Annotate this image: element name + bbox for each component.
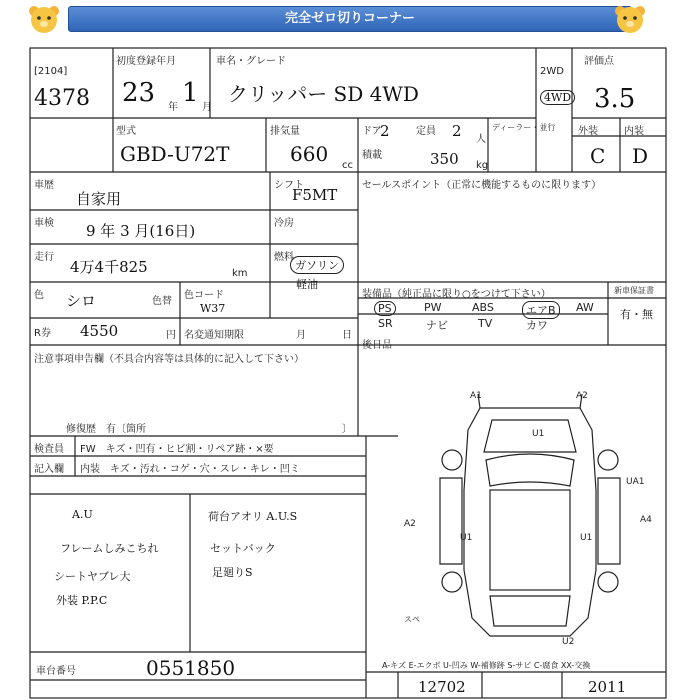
shift: F5MT [292,186,338,204]
equip-sr: SR [378,317,393,330]
inspection-date: 9 年 3 月(16日) [86,222,196,240]
inspector-label: 検査員 [34,444,64,455]
repair-close: 〕 [342,424,352,435]
body-type-label: 車歴 [34,180,54,191]
capacity-label: 定員 [416,126,436,137]
car-name-label: 車名・グレード [216,56,286,67]
person-unit: 人 [476,134,486,145]
name-change-label: 名変通知期限 [184,330,244,341]
displacement-label: 排気量 [270,126,300,137]
chassis-no: 0551850 [146,656,236,680]
usage: 自家用 [76,190,122,208]
equip-navi: ナビ [426,319,448,332]
kg-unit: kg [476,160,489,171]
banner-title: 完全ゼロ切りコーナー [68,6,632,32]
doors-label: ドア [362,126,382,137]
drive-2wd-label: 2WD [540,66,564,77]
doors: 2 [380,122,390,140]
aircon-label: 冷房 [274,218,294,229]
equip-airbag: エアB [522,301,560,319]
load-capacity: 350 [430,150,459,168]
chassis-no-label: 車台番号 [36,666,76,677]
svg-text:A1: A1 [470,391,482,401]
repair-label: 修復歴 有〔箇所 [66,424,146,435]
rating-label: 評価点 [584,56,614,67]
rear-seat-label: 後日品 [362,340,392,351]
month-unit: 月 [202,102,212,113]
svg-text:U1: U1 [460,533,473,543]
reg-year: 23 [122,78,156,108]
ref-code: [2104] [34,66,68,77]
fuel: ガソリン [290,256,344,274]
recycle-fee: 4550 [80,322,119,340]
equip-aw: AW [576,301,594,314]
warranty: 有・無 [620,308,653,321]
km-unit: km [232,268,248,279]
color-code: W37 [200,302,226,315]
fuel-alt: 軽油 [296,278,318,291]
lot-number: 4378 [34,86,90,111]
note-left-3: シートヤブレ大 [54,570,131,583]
note-right-3: 足廻りS [212,566,253,579]
equip-ps: PS [374,301,396,316]
note-left-2: フレームしみこちれ [60,542,159,555]
dealer-label: ディーラー・並行 [492,123,556,132]
recycle-label: R券 [34,328,51,339]
color-code-label: 色コード [184,290,224,301]
svg-text:スペ: スペ [404,615,420,624]
note-left-4: 外装 P.P.C [56,594,108,607]
equipment-label: 装備品（純正品に限り○をつけて下さい） [362,289,551,300]
svg-text:UA1: UA1 [626,477,645,487]
fuel-label: 燃料 [274,252,294,263]
exterior-label: 外装 [578,126,598,137]
color-label: 色 [34,290,44,301]
damage-legend: A-キズ E-エクボ U-凹み W-補修跡 S-サビ C-腐食 XX-交換 [382,661,591,670]
entry-label: 記入欄 [34,464,64,475]
check-row-interior: 内装 キズ・汚れ・コゲ・穴・スレ・キレ・凹ミ [80,464,300,475]
mileage-label: 走行 [34,252,54,263]
car-name: クリッパー SD 4WD [228,82,419,106]
inspection-label: 車検 [34,218,54,229]
svg-text:A2: A2 [576,391,588,401]
check-row-fw: FW キズ・凹有・ヒビ割・リペア跡・×要 [80,444,274,455]
interior-grade: D [632,144,649,168]
note-right-1: 荷台アオリ A.U.S [208,510,298,523]
year-code: 2011 [588,678,627,696]
svg-text:U1: U1 [532,429,545,439]
mileage: 4万4千825 [70,258,148,276]
item-number: 12702 [418,678,466,696]
capacity: 2 [452,122,462,140]
displacement: 660 [290,142,329,166]
note-left-1: A.U [72,508,93,521]
model-code: GBD-U72T [120,142,230,166]
note-right-2: セットバック [210,542,276,555]
reg-month: 1 [182,78,199,108]
interior-label: 内装 [624,126,644,137]
yen-unit: 円 [166,330,176,341]
new-warranty-label: 新車保証書 [614,286,654,295]
score: 3.5 [594,84,636,114]
day-label: 日 [342,330,352,341]
svg-text:A4: A4 [640,515,652,525]
loading-label: 積載 [362,150,382,161]
model-code-label: 型式 [116,126,136,137]
equip-pw: PW [424,301,442,314]
color-name-label: 色替 [152,296,172,307]
month-label: 月 [296,330,306,341]
first-reg-label: 初度登録年月 [116,56,176,67]
exterior-grade: C [590,144,606,168]
equip-abs: ABS [472,301,494,314]
equip-tv: TV [478,317,493,330]
cc-unit: cc [342,160,353,171]
sales-point-label: セールスポイント（正常に機能するものに限ります） [362,180,602,191]
equip-kawa: カワ [526,319,548,332]
color: シロ [66,292,97,310]
svg-text:A2: A2 [404,519,416,529]
remarks-label: 注意事項申告欄（不具合内容等は具体的に記入して下さい） [34,354,304,365]
shift-label: シフト [274,180,304,191]
svg-text:U2: U2 [562,637,575,647]
year-unit: 年 [168,102,178,113]
vehicle-diagram [400,390,660,650]
svg-text:U1: U1 [580,533,593,543]
drive-value: 4WD [540,90,575,105]
